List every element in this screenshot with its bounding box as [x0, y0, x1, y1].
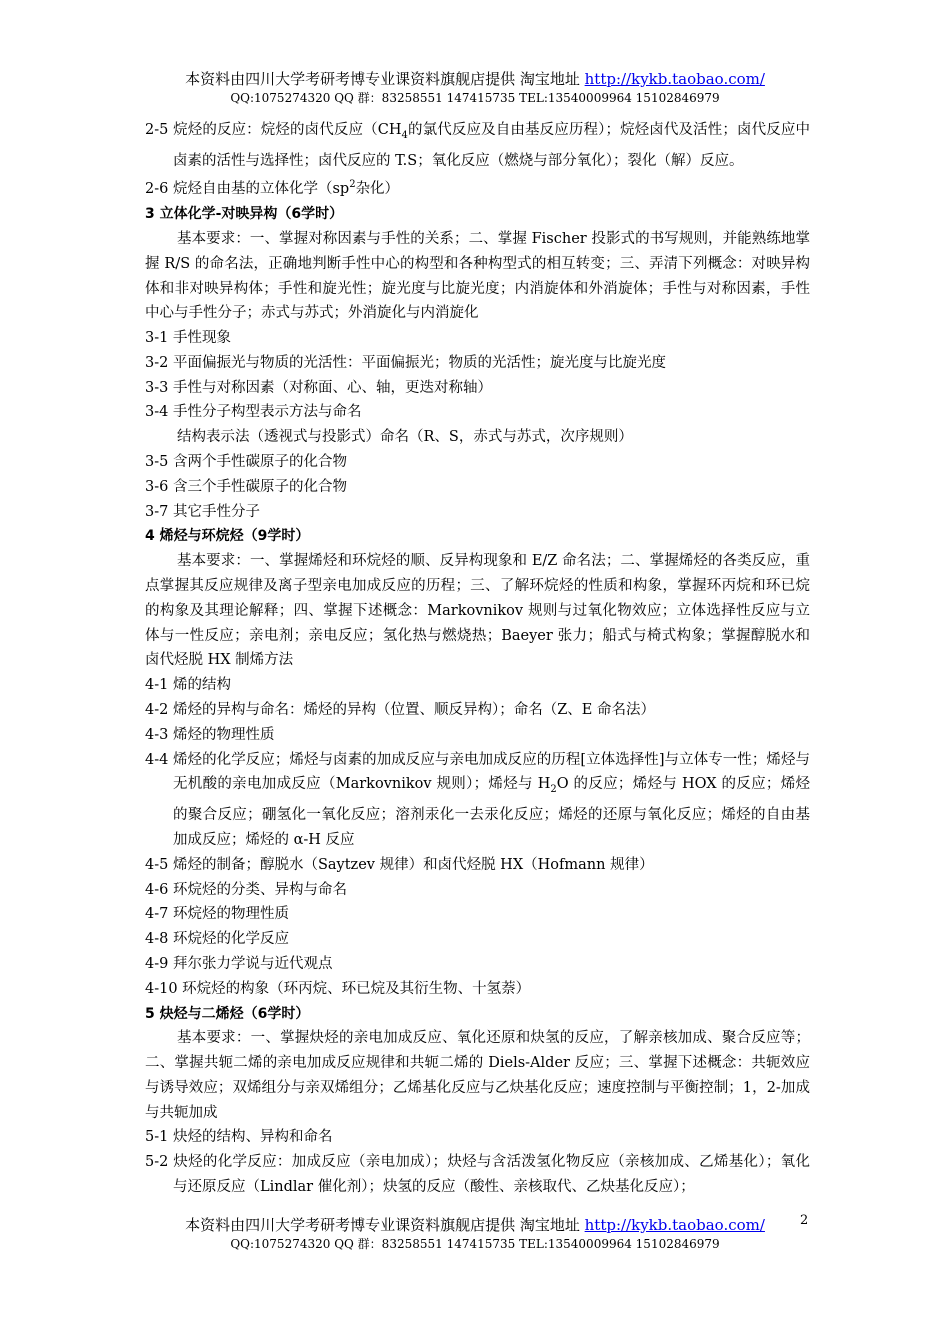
header-contact: QQ:1075274320 QQ 群：83258551 147415735 TEL:13540009964 15102846979 — [230, 91, 720, 105]
footer-contact: QQ:1075274320 QQ 群：83258551 147415735 TEL:13540009964 15102846979 — [230, 1237, 720, 1251]
section-3-7: 3-7 其它手性分子 — [145, 503, 260, 520]
footer-link[interactable]: http://kykb.taobao.com/ — [584, 1216, 765, 1234]
section-4-5: 4-5 烯烃的制备；醇脱水（Saytzev 规律）和卤代烃脱 HX（Hofmann 规律） — [145, 856, 654, 873]
page-header — [0, 68, 950, 89]
header-link[interactable]: http://kykb.taobao.com/ — [584, 70, 765, 88]
header-text: 本资料由四川大学考研考博专业课资料旗舰店提供 淘宝地址 — [185, 70, 585, 88]
section-4-9: 4-9 拜尔张力学说与近代观点 — [145, 955, 333, 972]
section-3-1: 3-1 手性现象 — [145, 330, 231, 347]
chapter-5-heading: 5 炔烃与二烯烃（6学时） — [145, 1005, 310, 1022]
section-4-6: 4-6 环烷烃的分类、异构与命名 — [145, 881, 347, 898]
chapter-4-heading: 4 烯烃与环烷烃（9学时） — [145, 528, 310, 545]
section-3-5: 3-5 含两个手性碳原子的化合物 — [145, 454, 347, 471]
section-5-2: 5-2 炔烃的化学反应：加成反应（亲电加成）；炔烃与含活泼氢化物反应（亲核加成、乙烯基化）；氧化与还原反应（Lindlar 催化剂）；炔氢的反应（酸性、亲核取代、乙炔基化反应）； — [145, 1154, 810, 1196]
section-3-4: 3-4 手性分子构型表示方法与命名 — [145, 404, 362, 421]
chapter-3-heading: 3 立体化学-对映异构（6学时） — [145, 206, 344, 223]
section-3-4-detail: 结构表示法（透视式与投影式）命名（R、S，赤式与苏式，次序规则） — [177, 429, 633, 446]
chapter-3-requirements: 基本要求：一、掌握对称因素与手性的关系；二、掌握 Fischer 投影式的书写规则，并能熟练地掌握 R/S 的命名法，正确地判断手性中心的构型和各种构型式的相互转变；三、弄清下列概念：对映异构体和非对映异构体；手性和旋光性；旋光度与比旋光度；内消旋体和外消旋体；手性与对称因素，手性中心与手性分子；赤式与苏式；外消旋化与内消旋化 — [145, 230, 810, 322]
section-3-3: 3-3 手性与对称因素（对称面、心、轴，更迭对称轴） — [145, 379, 492, 396]
section-5-1: 5-1 炔烃的结构、异构和命名 — [145, 1129, 333, 1146]
section-3-2: 3-2 平面偏振光与物质的光活性：平面偏振光；物质的光活性；旋光度与比旋光度 — [145, 354, 666, 371]
section-4-10: 4-10 环烷烃的构象（环丙烷、环已烷及其衍生物、十氢萘） — [145, 980, 531, 997]
chapter-5-requirements: 基本要求：一、掌握炔烃的亲电加成反应、氧化还原和炔氢的反应，了解亲核加成、聚合反应等；二、掌握共轭二烯的亲电加成反应规律和共轭二烯的 Diels-Alder 反应；三、掌握下述概念：共轭效应与诱导效应；双烯组分与亲双烯组分；乙烯基化反应与乙炔基化反应；速度控制与平衡控制；1，2-加成与共轭加成 — [145, 1030, 810, 1121]
section-4-4: 4-4 烯烃的化学反应；烯烃与卤素的加成反应与亲电加成反应的历程[立体选择性]与立体专一性；烯烃与无机酸的亲电加成反应（Markovnikov 规则）；烯烃与 $H_2O$ 的反应；烯烃与 HOX 的反应；烯烃的聚合反应；硼氢化一氧化反应；溶剂汞化一去汞化反应；烯烃的还原与氧化反应；烯烃的自由基加成反应；烯烃的 α-H 反应 — [145, 751, 810, 848]
document-body — [145, 118, 810, 1200]
page-number: 2 — [800, 1213, 809, 1228]
section-4-3: 4-3 烯烃的物理性质 — [145, 726, 275, 743]
section-4-7: 4-7 环烷烃的物理性质 — [145, 906, 289, 923]
chapter-4-requirements: 基本要求：一、掌握烯烃和环烷烃的顺、反异构现象和 E/Z 命名法；二、掌握烯烃的各类反应，重点掌握其反应规律及离子型亲电加成反应的历程；三、了解环烷烃的性质和构象，掌握环丙烷和环已烷的构象及其理论解释；四、掌握下述概念：Markovnikov 规则与过氧化物效应；立体选择性反应与立体与一性反应；亲电剂；亲电反应；氢化热与燃烧热；Baeyer 张力；船式与椅式构象；掌握醇脱水和卤代烃脱 HX 制烯方法 — [145, 553, 810, 669]
section-4-8: 4-8 环烷烃的化学反应 — [145, 931, 289, 948]
section-4-1: 4-1 烯的结构 — [145, 677, 231, 694]
footer-text: 本资料由四川大学考研考博专业课资料旗舰店提供 淘宝地址 — [185, 1216, 585, 1234]
section-3-6: 3-6 含三个手性碳原子的化合物 — [145, 478, 347, 495]
section-2-5: 2-5 烷烃的反应：烷烃的卤代反应（$CH_4$的氯代反应及自由基反应历程）；烷烃卤代及活性；卤代反应中卤素的活性与选择性；卤代反应的 T.S；氧化反应（燃烧与部分氧化）；裂化（解）反应。 — [145, 122, 811, 169]
section-4-2: 4-2 烯烃的异构与命名：烯烃的异构（位置、顺反异构）；命名（Z、E 命名法） — [145, 702, 655, 719]
section-2-6: 2-6 烷烃自由基的立体化学（$sp^2$杂化） — [145, 179, 400, 198]
